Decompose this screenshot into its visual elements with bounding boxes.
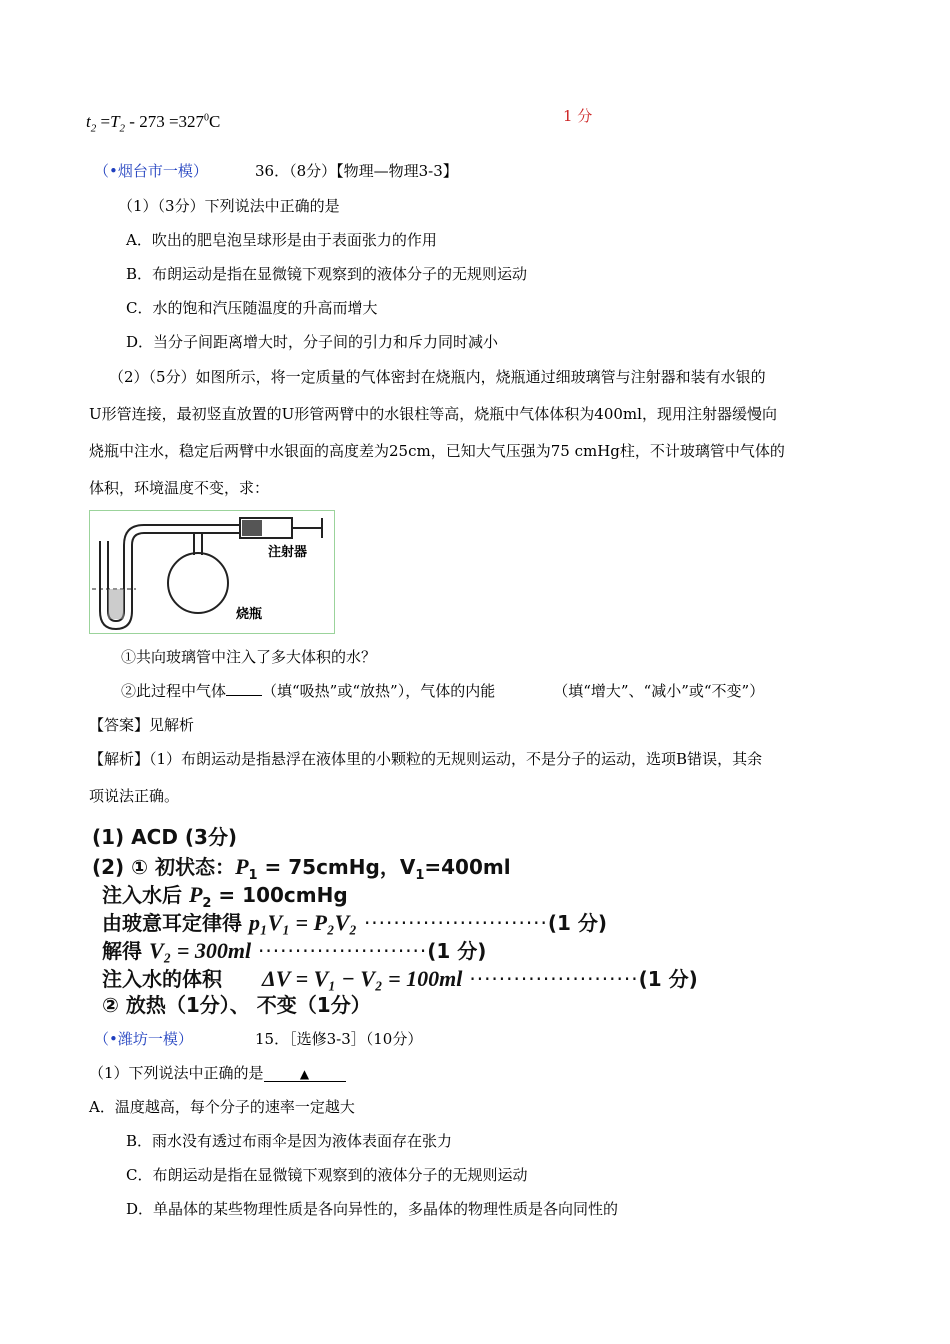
answer-blank: ▲ [264, 1067, 346, 1082]
answer-label: 【答案】见解析 [89, 716, 195, 734]
option-b: B．雨水没有透过布雨伞是因为液体表面存在张力 [126, 1132, 453, 1150]
option-c: C．水的饱和汽压随温度的升高而增大 [126, 299, 378, 317]
question-part-1: （1）下列说法中正确的是 ▲ [89, 1062, 346, 1083]
solution-image [92, 815, 792, 1017]
question-part-1: （1）（3分）下列说法中正确的是 [118, 197, 340, 215]
option-b: B．布朗运动是指在显微镜下观察到的液体分子的无规则运动 [126, 265, 528, 283]
solution-line: 由玻意耳定律得 p₁V₁ = P₂V₂ ·························(1 分) [102, 910, 608, 935]
sub-question-2-text: ②此过程中气体 [121, 682, 227, 700]
flask-label: 烧瓶 [236, 607, 263, 622]
question-header: 36．（8分）【物理—物理3-3】 [255, 162, 458, 180]
analysis-line: 项说法正确。 [89, 787, 180, 805]
blank-heat [226, 681, 262, 696]
solution-line: 注入水的体积 ΔV = V₁ − V₂ = 100ml ·······················(1 分) [102, 966, 698, 991]
sub-question-2-text: （填“增大”、“减小”或“不变”） [553, 682, 765, 700]
sub-question-1: ①共向玻璃管中注入了多大体积的水？ [121, 648, 377, 666]
solution-line: 注入水后 $P_2$ = 100cmHg [102, 882, 348, 911]
solution-line: (1) ACD (3分) [92, 825, 238, 849]
option-a: A．吹出的肥皂泡呈球形是由于表面张力的作用 [126, 231, 437, 249]
solution-line: ② 放热（1分）、 不变（1分） [102, 993, 371, 1017]
question-part-2-line: 烧瓶中注水，稳定后两臂中水银面的高度差为25cm，已知大气压强为75 cmHg柱，不计玻璃管中气体的 [89, 442, 785, 460]
question-header: 15．［选修3-3］（10分） [255, 1030, 423, 1048]
apparatus-diagram [90, 511, 334, 633]
question-source: （•潍坊一模） [94, 1030, 193, 1048]
option-d: D．单晶体的某些物理性质是各向异性的，多晶体的物理性质是各向同性的 [126, 1200, 619, 1218]
score-label: 1 分 [563, 107, 593, 125]
option-a: A．温度越高，每个分子的速率一定越大 [89, 1098, 355, 1116]
sub-question-2-text: （填“吸热”或“放热”），气体的内能 [262, 682, 496, 700]
option-c: C．布朗运动是指在显微镜下观察到的液体分子的无规则运动 [126, 1166, 528, 1184]
analysis-line: 【解析】（1）布朗运动是指悬浮在液体里的小颗粒的无规则运动，不是分子的运动，选项B错误，其余 [89, 750, 763, 768]
solution-line: (2) ① 初状态：$P_1$ = 75cmHg，$V_1=400ml$ [92, 854, 511, 883]
question-part-2-line: （2）（5分）如图所示，将一定质量的气体密封在烧瓶内，烧瓶通过细玻璃管与注射器和装有水银的 [109, 368, 766, 386]
question-part-2-line: U形管连接，最初竖直放置的U形管两臂中的水银柱等高，烧瓶中气体体积为400ml，现用注射器缓慢向 [89, 405, 777, 423]
question-part-2-line: 体积，环境温度不变，求： [89, 479, 270, 497]
option-d: D．当分子间距离增大时，分子间的引力和斥力同时减小 [126, 333, 499, 351]
temperature-equation: $t_2 =T_2 - 273 =327^0C$ [86, 112, 221, 135]
apparatus-figure [89, 510, 335, 634]
syringe-label: 注射器 [268, 545, 308, 560]
question-source: （•烟台市一模） [94, 162, 208, 180]
sub-question-2 [121, 680, 764, 701]
solution-line: 解得 V₂ = 300ml ·······················(1 分) [102, 938, 487, 963]
